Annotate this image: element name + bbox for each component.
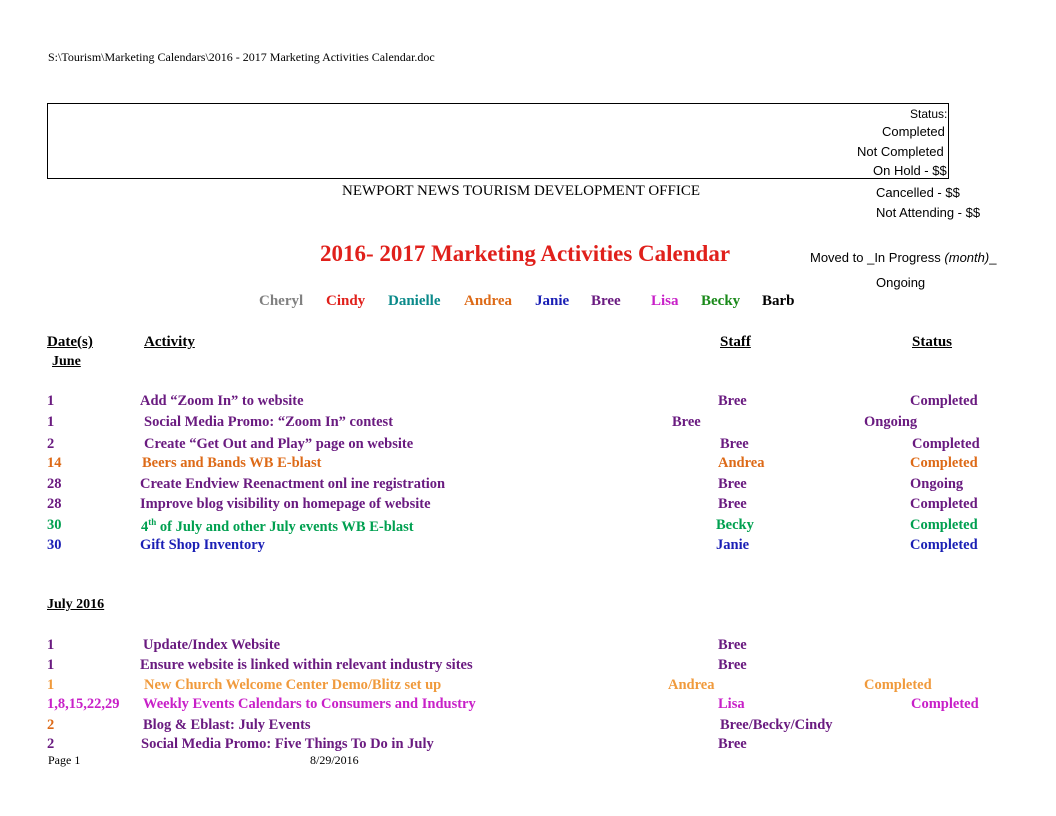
june-row-6-status: Completed (910, 496, 978, 512)
june-row-7-status: Completed (910, 517, 978, 533)
june-row-7-date: 30 (47, 517, 62, 533)
june-row-4-staff: Andrea (718, 455, 765, 471)
june-row-1-staff: Bree (718, 393, 747, 409)
july-row-2-staff: Bree (718, 657, 747, 673)
status-legend-not-attending: Not Attending - $$ (876, 205, 981, 220)
staff-key-barb: Barb (762, 293, 795, 309)
status-legend-not-completed: Not Completed (857, 144, 944, 159)
june-row-3-date: 2 (47, 436, 55, 452)
staff-key-danielle: Danielle (388, 293, 441, 309)
status-legend-on-hold: On Hold - $$ (873, 163, 947, 178)
staff-key-bree: Bree (591, 293, 621, 309)
july-row-6-date: 2 (47, 736, 55, 752)
june-row-1-date: 1 (47, 393, 55, 409)
june-row-2-status: Ongoing (864, 414, 918, 430)
footer-date: 8/29/2016 (310, 753, 359, 767)
june-row-8-status: Completed (910, 537, 978, 553)
header-activity: Activity (144, 334, 195, 350)
june-row-5-status: Ongoing (910, 476, 964, 492)
june-row-4-date: 14 (47, 455, 62, 471)
staff-key-lisa: Lisa (651, 293, 679, 309)
staff-key-cindy: Cindy (326, 293, 366, 309)
june-row-8-staff: Janie (716, 537, 750, 553)
june-row-5-activity: Create Endview Reenactment onl ine registration (140, 476, 446, 492)
june-row-3-status: Completed (912, 436, 980, 452)
status-legend-moved-month: (month) (944, 250, 990, 265)
july-row-5-activity: Blog & Eblast: July Events (143, 717, 311, 733)
june-row-3-staff: Bree (720, 436, 749, 452)
june-row-1-activity: Add “Zoom In” to website (140, 393, 304, 409)
month-heading-june: June (52, 354, 81, 369)
july-row-3-status: Completed (864, 677, 932, 693)
footer-page-number: Page 1 (48, 753, 81, 767)
june-row-6-activity: Improve blog visibility on homepage of website (140, 496, 431, 512)
july-row-2-activity: Ensure website is linked within relevant industry sites (140, 657, 473, 673)
status-legend-moved-prefix: Moved to _In Progress (810, 250, 945, 265)
june-row-4-status: Completed (910, 455, 978, 471)
july-row-3-staff: Andrea (668, 677, 715, 693)
june-row-7-staff: Becky (716, 517, 754, 533)
month-heading-july: July 2016 (47, 597, 105, 612)
june-row-3-activity: Create “Get Out and Play” page on website (144, 436, 414, 452)
status-legend-cancelled: Cancelled - $$ (876, 185, 960, 200)
july-row-1-date: 1 (47, 637, 55, 653)
july-row-3-activity: New Church Welcome Center Demo/Blitz set up (144, 677, 442, 693)
june-row-7-activity-num: 4 (141, 518, 149, 535)
july-row-5-staff: Bree/Becky/Cindy (720, 717, 833, 733)
june-row-6-date: 28 (47, 496, 62, 512)
status-legend-label: Status: (910, 107, 948, 121)
status-legend-completed: Completed (882, 124, 945, 139)
june-row-7-activity-rest: of July and other July events WB E-blast (156, 518, 414, 535)
july-row-6-staff: Bree (718, 736, 747, 752)
june-row-6-staff: Bree (718, 496, 747, 512)
staff-key-cheryl: Cheryl (259, 293, 304, 309)
june-row-5-staff: Bree (718, 476, 747, 492)
july-row-6-activity: Social Media Promo: Five Things To Do in July (141, 736, 434, 752)
june-row-8-activity: Gift Shop Inventory (140, 537, 265, 553)
june-row-2-activity: Social Media Promo: “Zoom In” contest (144, 414, 394, 430)
header-staff: Staff (720, 334, 751, 350)
july-row-4-staff: Lisa (718, 696, 745, 712)
june-row-7-activity-sup: th (148, 517, 157, 527)
status-legend-ongoing: Ongoing (876, 275, 926, 290)
june-row-4-activity: Beers and Bands WB E-blast (142, 455, 322, 471)
status-legend-moved-suffix: _ (989, 250, 997, 265)
staff-key-janie: Janie (535, 293, 570, 309)
staff-key-becky: Becky (701, 293, 741, 309)
file-path: S:\Tourism\Marketing Calendars\2016 - 2017 Marketing Activities Calendar.doc (48, 50, 435, 64)
office-name: NEWPORT NEWS TOURISM DEVELOPMENT OFFICE (341, 183, 700, 199)
july-row-1-staff: Bree (718, 637, 747, 653)
july-row-2-date: 1 (47, 657, 55, 673)
status-legend-box (47, 103, 949, 179)
header-status: Status (912, 334, 953, 350)
july-row-4-activity: Weekly Events Calendars to Consumers and Industry (143, 696, 476, 712)
june-row-8-date: 30 (47, 537, 62, 553)
june-row-2-staff: Bree (672, 414, 701, 430)
header-dates: Date(s) (47, 334, 93, 350)
june-row-2-date: 1 (47, 414, 55, 430)
staff-key-andrea: Andrea (464, 293, 513, 309)
july-row-4-date: 1,8,15,22,29 (47, 696, 120, 712)
june-row-5-date: 28 (47, 476, 62, 492)
july-row-5-date: 2 (47, 717, 55, 733)
june-row-7-activity (141, 517, 414, 536)
june-row-1-status: Completed (910, 393, 978, 409)
july-row-1-activity: Update/Index Website (143, 637, 281, 653)
page-title: 2016- 2017 Marketing Activities Calendar (319, 241, 731, 266)
july-row-3-date: 1 (47, 677, 55, 693)
july-row-4-status: Completed (911, 696, 979, 712)
